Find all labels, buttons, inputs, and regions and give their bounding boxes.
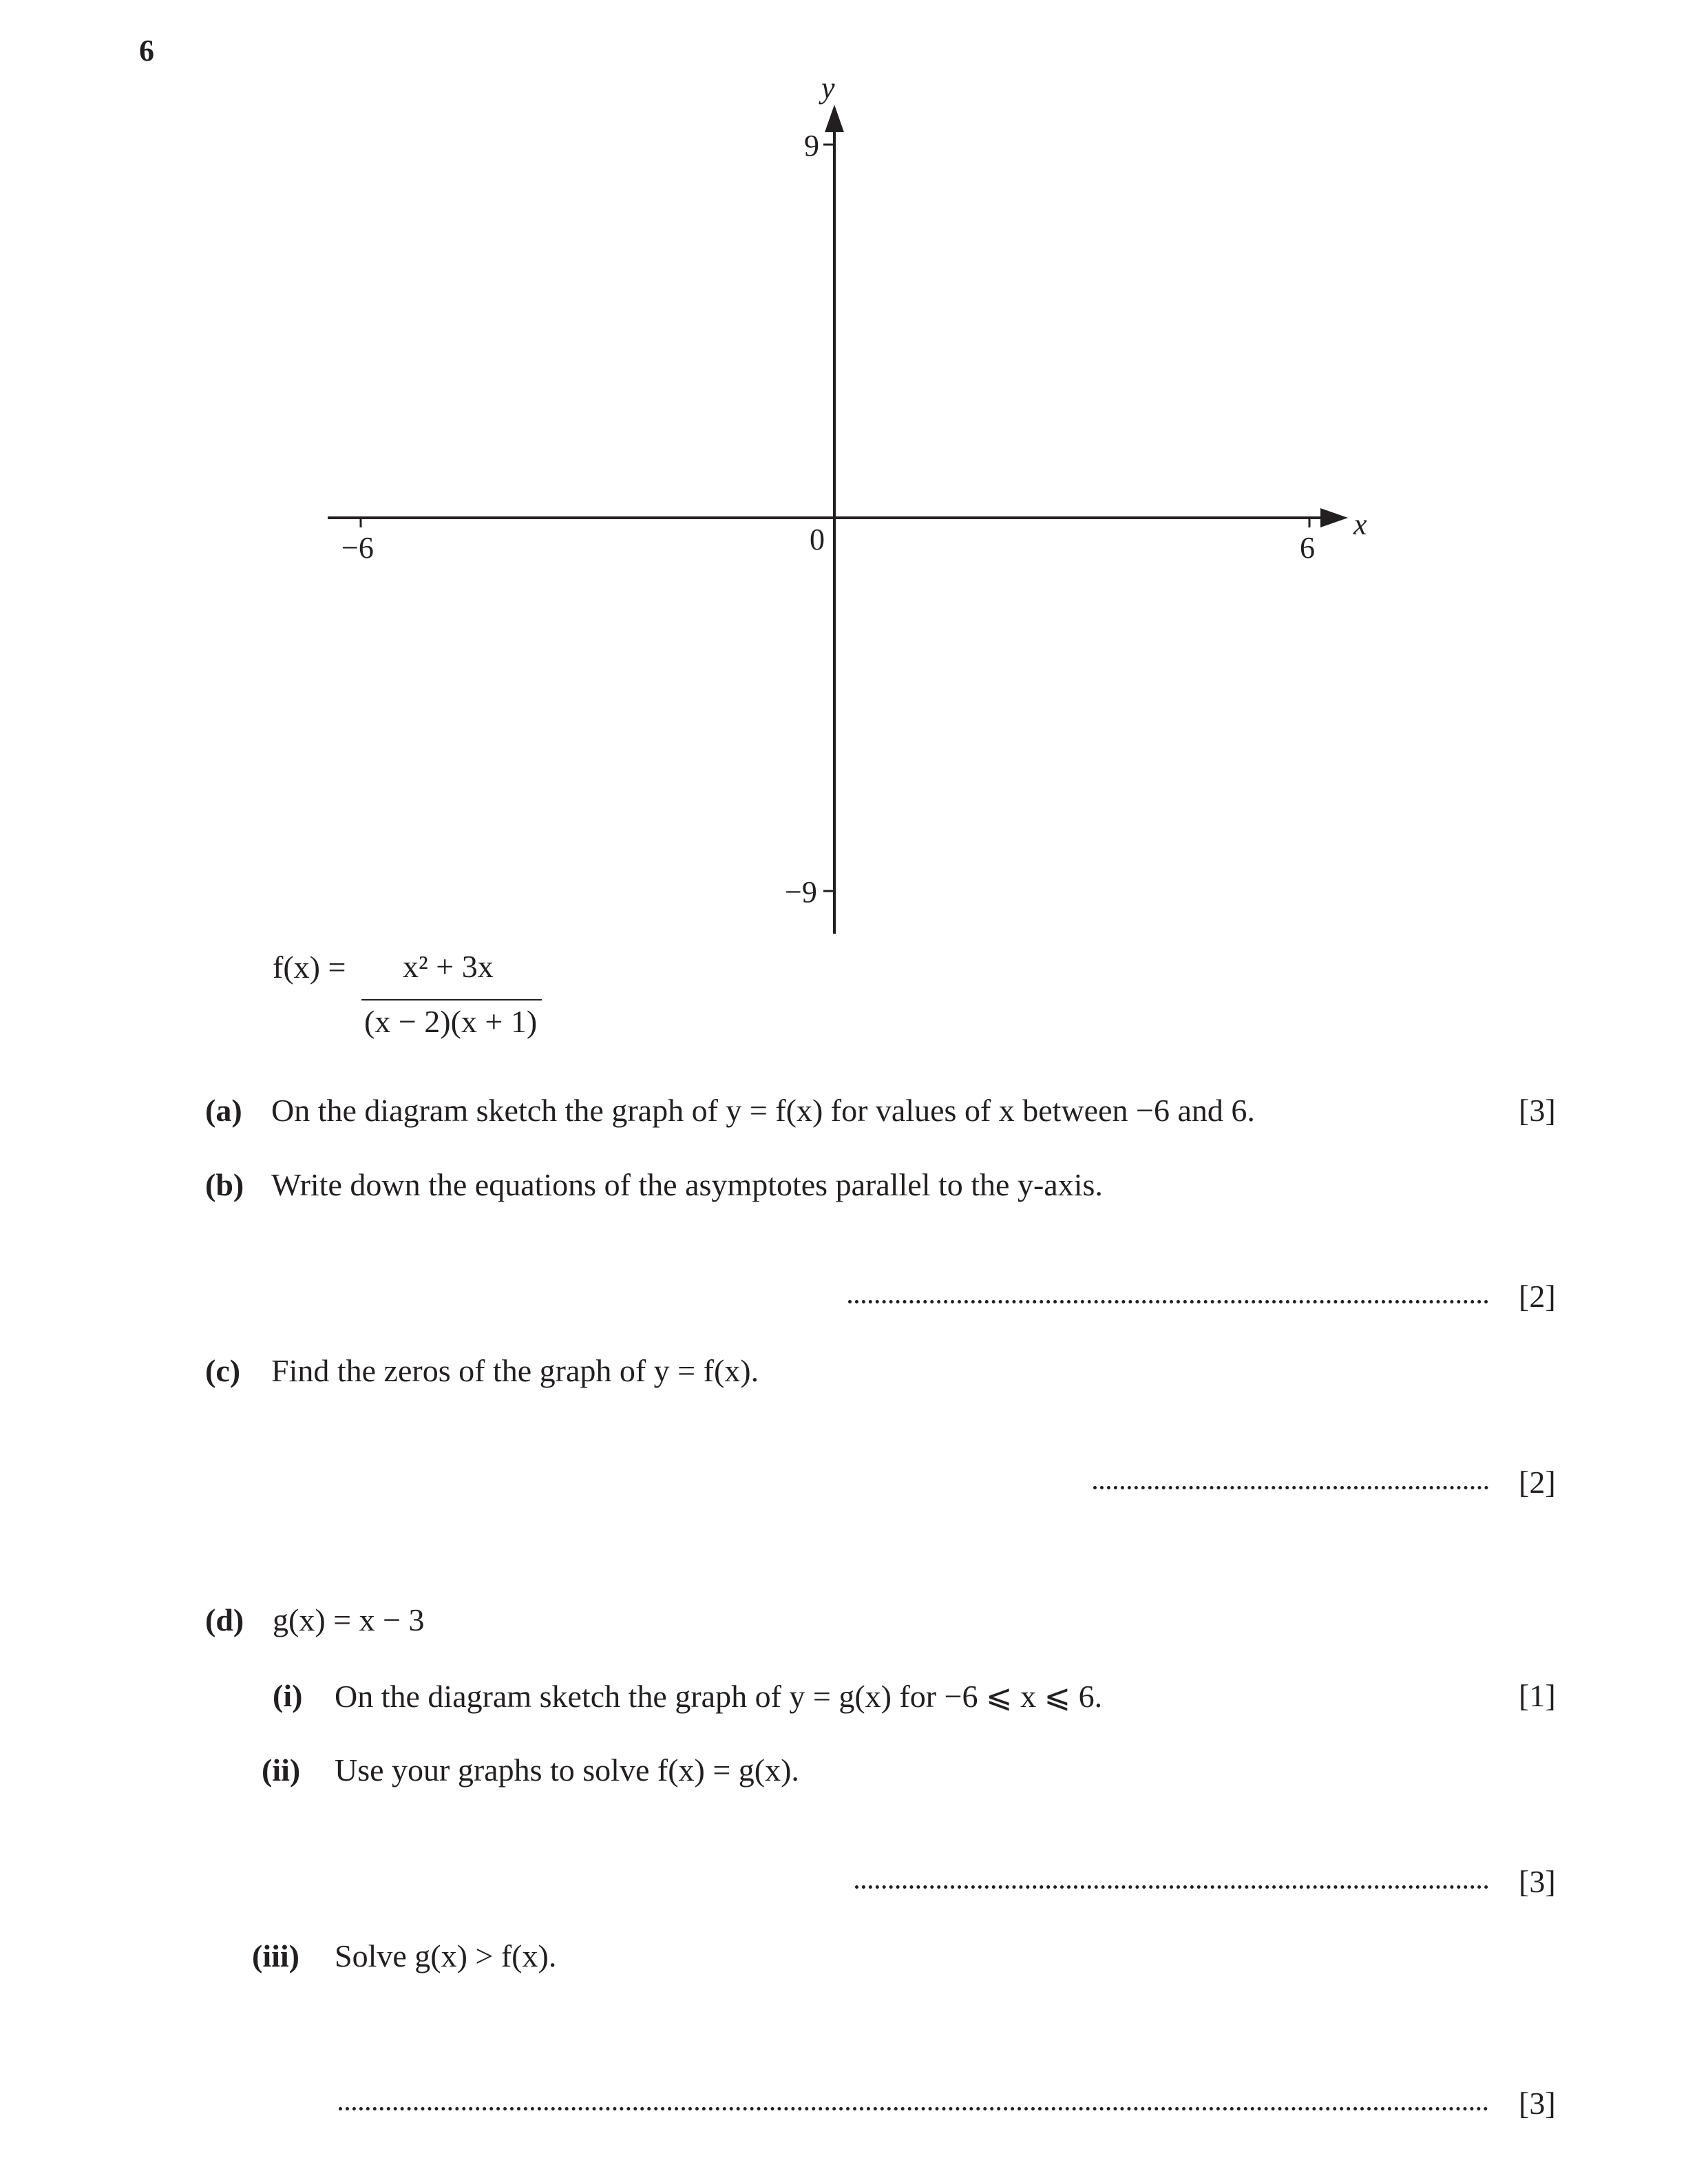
part-d-i-label: (i) xyxy=(273,1678,303,1713)
function-lhs: f(x) = xyxy=(273,950,346,985)
part-d-iii-answer-line[interactable] xyxy=(339,2107,1488,2110)
part-c-answer-line[interactable] xyxy=(1093,1486,1488,1489)
x-tick-label-neg6: −6 xyxy=(341,531,374,565)
part-a-marks: [3] xyxy=(1519,1093,1556,1128)
fraction-denominator: (x − 2)(x + 1) xyxy=(364,1004,538,1039)
part-d-i-marks: [1] xyxy=(1519,1678,1556,1713)
part-b-label: (b) xyxy=(205,1167,244,1202)
part-c-text: Find the zeros of the graph of y = f(x). xyxy=(271,1353,759,1388)
part-d-label: (d) xyxy=(205,1602,244,1637)
y-axis-label: y xyxy=(821,71,835,105)
part-d-iii-text: Solve g(x) > f(x). xyxy=(335,1938,557,1973)
part-c-label: (c) xyxy=(205,1353,241,1388)
part-b-marks: [2] xyxy=(1519,1279,1556,1314)
origin-label: 0 xyxy=(810,523,825,556)
part-a-label: (a) xyxy=(205,1093,242,1128)
fraction-bar xyxy=(361,999,542,1000)
question-number: 6 xyxy=(139,34,154,67)
y-axis-arrow xyxy=(825,105,844,132)
x-tick-label-6: 6 xyxy=(1300,531,1315,565)
part-a-text: On the diagram sketch the graph of y = f(x) for values of x between −6 and 6. xyxy=(271,1093,1255,1128)
part-d-iii-marks: [3] xyxy=(1519,2086,1556,2121)
part-d-ii-answer-line[interactable] xyxy=(855,1885,1488,1889)
fraction-numerator: x² + 3x xyxy=(403,949,494,984)
part-d-ii-marks: [3] xyxy=(1519,1864,1556,1899)
part-d-ii-label: (ii) xyxy=(262,1752,301,1788)
part-d-iii-label: (iii) xyxy=(252,1938,299,1973)
blank-axes-diagram[interactable] xyxy=(0,0,1708,950)
y-tick-label-9: 9 xyxy=(804,129,819,163)
part-d-text: g(x) = x − 3 xyxy=(273,1602,425,1637)
x-axis-label: x xyxy=(1353,507,1367,541)
part-b-answer-line[interactable] xyxy=(848,1300,1488,1303)
part-b-text: Write down the equations of the asymptotes parallel to the y-axis. xyxy=(271,1167,1103,1202)
part-d-i-text: On the diagram sketch the graph of y = g(x) for −6 ⩽ x ⩽ 6. xyxy=(335,1679,1103,1714)
x-axis-arrow xyxy=(1320,508,1348,527)
part-c-marks: [2] xyxy=(1519,1465,1556,1500)
part-d-ii-text: Use your graphs to solve f(x) = g(x). xyxy=(335,1752,799,1788)
y-tick-label-neg9: −9 xyxy=(785,875,817,909)
